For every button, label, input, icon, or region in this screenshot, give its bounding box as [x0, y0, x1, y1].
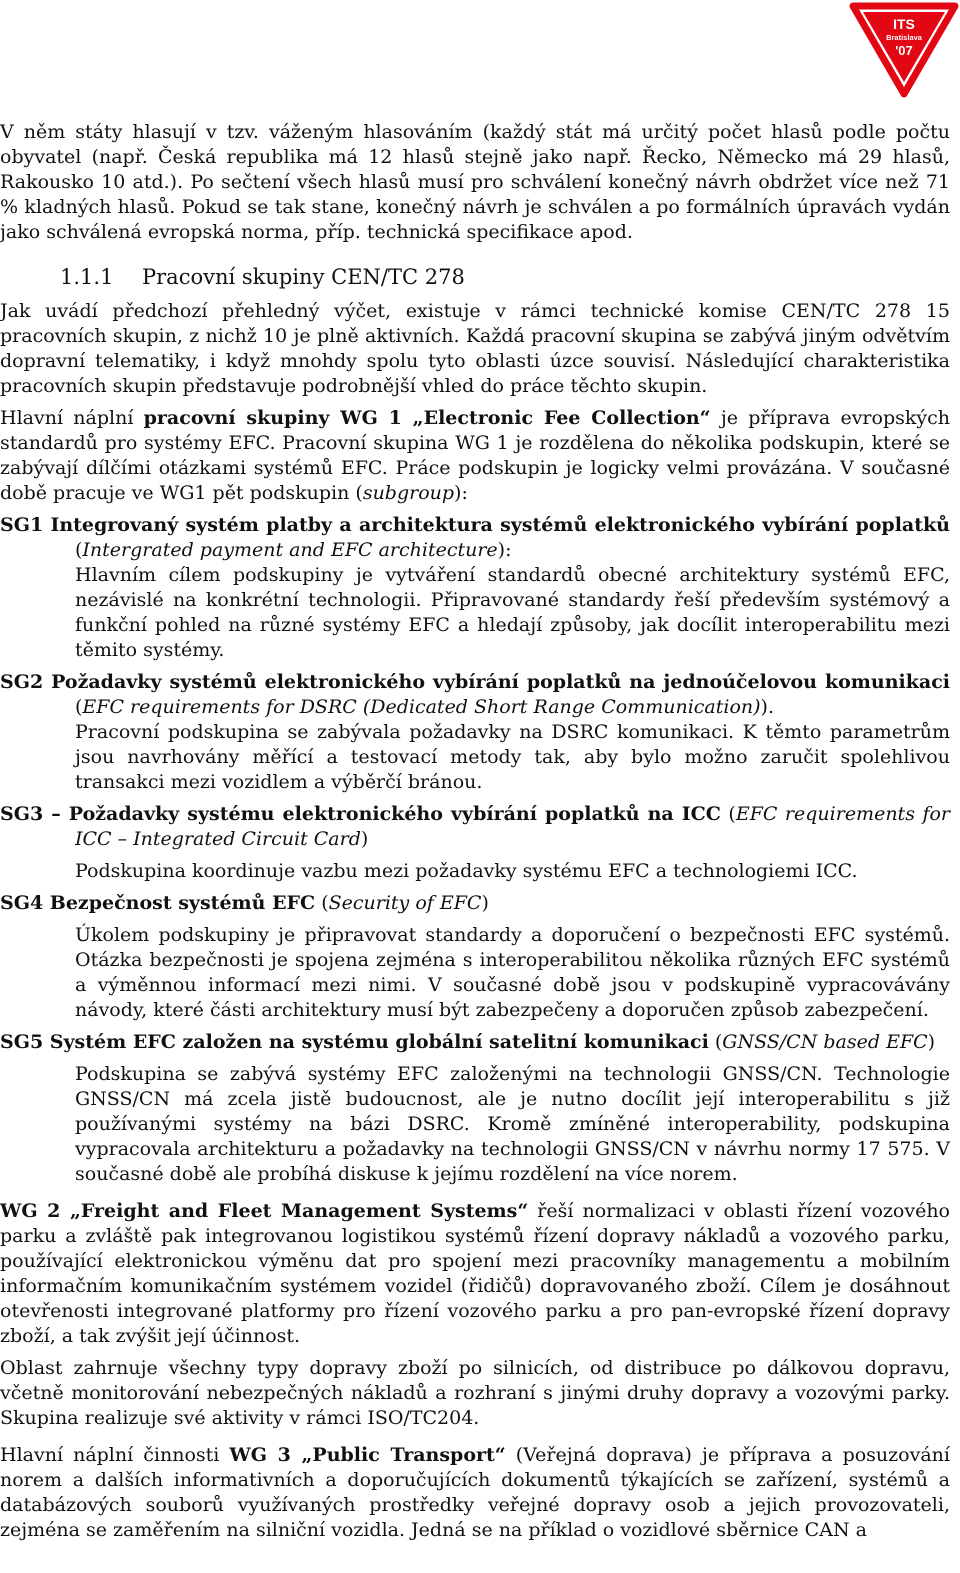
scope-paragraph: Oblast zahrnuje všechny typy dopravy zboží po silnicích, od distribuce po dálkovou dopravu, včetně monitorování nebezpečných nákladů a rozhraní s jinými druhy dopravy a vozovými parky. Skupina realizuje své aktivity v rámci ISO/TC204. [0, 1357, 950, 1429]
wg2-paragraph [0, 1199, 950, 1349]
sg1-title [0, 513, 950, 563]
logo-text-its: ITS [893, 16, 915, 32]
sg2-paren-close: ). [760, 696, 774, 718]
sg4-title-english: Security of EFC [328, 892, 482, 914]
sg1-paren-close: ): [497, 539, 512, 561]
sg1-title-bold: SG1 Integrovaný systém platby a architektura systémů elektronického vybírání poplatků [0, 514, 950, 536]
sg2-body: Pracovní podskupina se zabývala požadavky na DSRC komunikaci. K těmto parametrům jsou navrhovány měřící a testovací metody tak, aby bylo možno zaručit spolehlivou transakci mezi vozidlem a výběrčí bránou. [75, 721, 950, 793]
sg2-title-bold: SG2 Požadavky systémů elektronického vybírání poplatků na jednoúčelovou komunikaci [0, 671, 950, 693]
section-heading [60, 263, 950, 291]
wg1-subgroup-term: subgroup [362, 482, 455, 504]
section-number: 1.1.1 [60, 265, 114, 289]
sg4-title-bold: SG4 Bezpečnost systémů EFC [0, 892, 316, 914]
wg2-name: WG 2 „Freight and Fleet Management Systems“ [0, 1200, 529, 1222]
wg3-name: WG 3 „Public Transport“ [229, 1444, 506, 1466]
sg4-title [0, 891, 950, 916]
section-title: Pracovní skupiny CEN/TC 278 [142, 265, 465, 289]
sg3-paren-open: ( [720, 803, 736, 825]
sg5-body: Podskupina se zabývá systémy EFC založenými na technologii GNSS/CN. Technologie GNSS/CN má zcela jistě budoucnost, ale je nutno docílit její interoperabilitu s již používanými systémy na bázi DSRC. Kromě zmíněné interoperability, podskupina vypracovala architekturu a požadavky na technologii GNSS/CN v návrhu normy 17 575. V současné době ale probíhá diskuse k jejímu rozdělení na více norem. [75, 1063, 950, 1185]
sg1-title-english: Intergrated payment and EFC architecture [82, 539, 498, 561]
wg1-pre: Hlavní náplní [0, 407, 144, 429]
sg4-body: Úkolem podskupiny je připravovat standardy a doporučení o bezpečnosti EFC systémů. Otázka bezpečnosti je spojena zejména s interoperabilitou několika různých EFC systémů a výměnnou informací mezi nimi. V současné době jsou v podskupině vypracovávány návody, které části architektury musí být zabezpečeny a doporučen způsob zabezpečení. [75, 924, 950, 1021]
sg5-title-bold: SG5 Systém EFC založen na systému globální satelitní komunikaci [0, 1031, 709, 1053]
sg3-title [0, 802, 950, 852]
sg4-paren-open: ( [315, 892, 329, 914]
wg1-name: pracovní skupiny WG 1 „Electronic Fee Collection“ [143, 407, 711, 429]
wg3-paragraph [0, 1443, 950, 1543]
wg3-pre: Hlavní náplní činnosti [0, 1444, 230, 1466]
sg3-title-english: EFC requirements for ICC – Integrated Circuit Card [75, 803, 950, 850]
wg1-end: ): [454, 482, 468, 504]
sg2-title [0, 670, 950, 720]
wg3-text: (Veřejná doprava) je příprava a posuzování norem a dalších informativních a doporučujících dokumentů týkajících se zařízení, systémů a databázových souborů využívaných prostředky veřejné dopravy osob a jejich provozovateli, zejména se zaměřením na silniční vozidla. Jedná se na příklad o vozidlové sběrnice CAN a [0, 1444, 950, 1541]
logo-text-year: '07 [895, 43, 913, 58]
its-bratislava-logo [849, 2, 959, 98]
sg2-paren-open: ( [75, 696, 83, 718]
sg3-body: Podskupina koordinuje vazbu mezi požadavky systému EFC a technologiemi ICC. [75, 860, 858, 882]
logo-text-city: Bratislava [886, 33, 922, 42]
wg1-post: je příprava evropských standardů pro systémy EFC. Pracovní skupina WG 1 je rozdělena do několika podskupin, které se zabývají dílčími otázkami systémů EFC. Práce podskupin je logicky velmi provázána. V současné době pracuje ve WG1 pět podskupin ( [0, 407, 950, 504]
sg5-title-english: GNSS/CN based EFC [722, 1031, 928, 1053]
sg1-paren-open: ( [75, 539, 83, 561]
intro-paragraph: V něm státy hlasují v tzv. váženým hlasováním (každý stát má určitý počet hlasů podle počtu obyvatel (např. Česká republika má 12 hlasů stejně jako např. Řecko, Německo má 29 hlasů, Rakousko 10 atd.). Po sečtení všech hlasů musí pro schválení konečný návrh obdržet více než 71 % kladných hlasů. Pokud se tak stane, konečný návrh je schválen a po formálních úpravách vydán jako schválená evropská norma, příp. technická specifikace apod. [0, 121, 950, 243]
sg4-paren-close: ) [481, 892, 489, 914]
document-page [0, 120, 950, 1543]
sg3-title-bold: SG3 – Požadavky systému elektronického vybírání poplatků na ICC [0, 803, 721, 825]
wg2-text: řeší normalizaci v oblasti řízení vozového parku a zvláště pak integrovanou logistikou systémů řízení dopravy nákladů a vozového parku, používající elektronickou výměnu dat pro spojení mezi pracovníky managementu a mobilním informačním komunikačním systémem vozidel (řidičů) dopravovaného zboží. Cílem je dosáhnout otevřenosti integrované platformy pro řízení vozového parku a pro pan-evropské řízení dopravy zboží, a tak zvýšit její účinnost. [0, 1200, 950, 1347]
sg5-paren-open: ( [708, 1031, 723, 1053]
wg-overview-paragraph: Jak uvádí předchozí přehledný výčet, existuje v rámci technické komise CEN/TC 278 15 pracovních skupin, z nichž 10 je plně aktivních. Každá pracovní skupina se zabývá jiným odvětvím dopravní telematiky, i když mnohdy spolu tyto oblasti úzce souvisí. Následující charakteristika pracovních skupin představuje podrobnější vhled do práce těchto skupin. [0, 300, 950, 397]
sg3-paren-close: ) [360, 828, 369, 850]
wg1-paragraph [0, 406, 950, 506]
sg5-title [0, 1030, 950, 1055]
sg5-paren-close: ) [927, 1031, 936, 1053]
sg2-title-english: EFC requirements for DSRC (Dedicated Short Range Communication) [82, 696, 761, 718]
sg1-body: Hlavním cílem podskupiny je vytváření standardů obecné architektury systémů EFC, nezávislé na konkrétní technologii. Připravované standardy řeší především systémový a funkční pohled na různé systémy EFC a hledají způsoby, jak docílit interoperabilitu mezi těmito systémy. [75, 564, 950, 661]
